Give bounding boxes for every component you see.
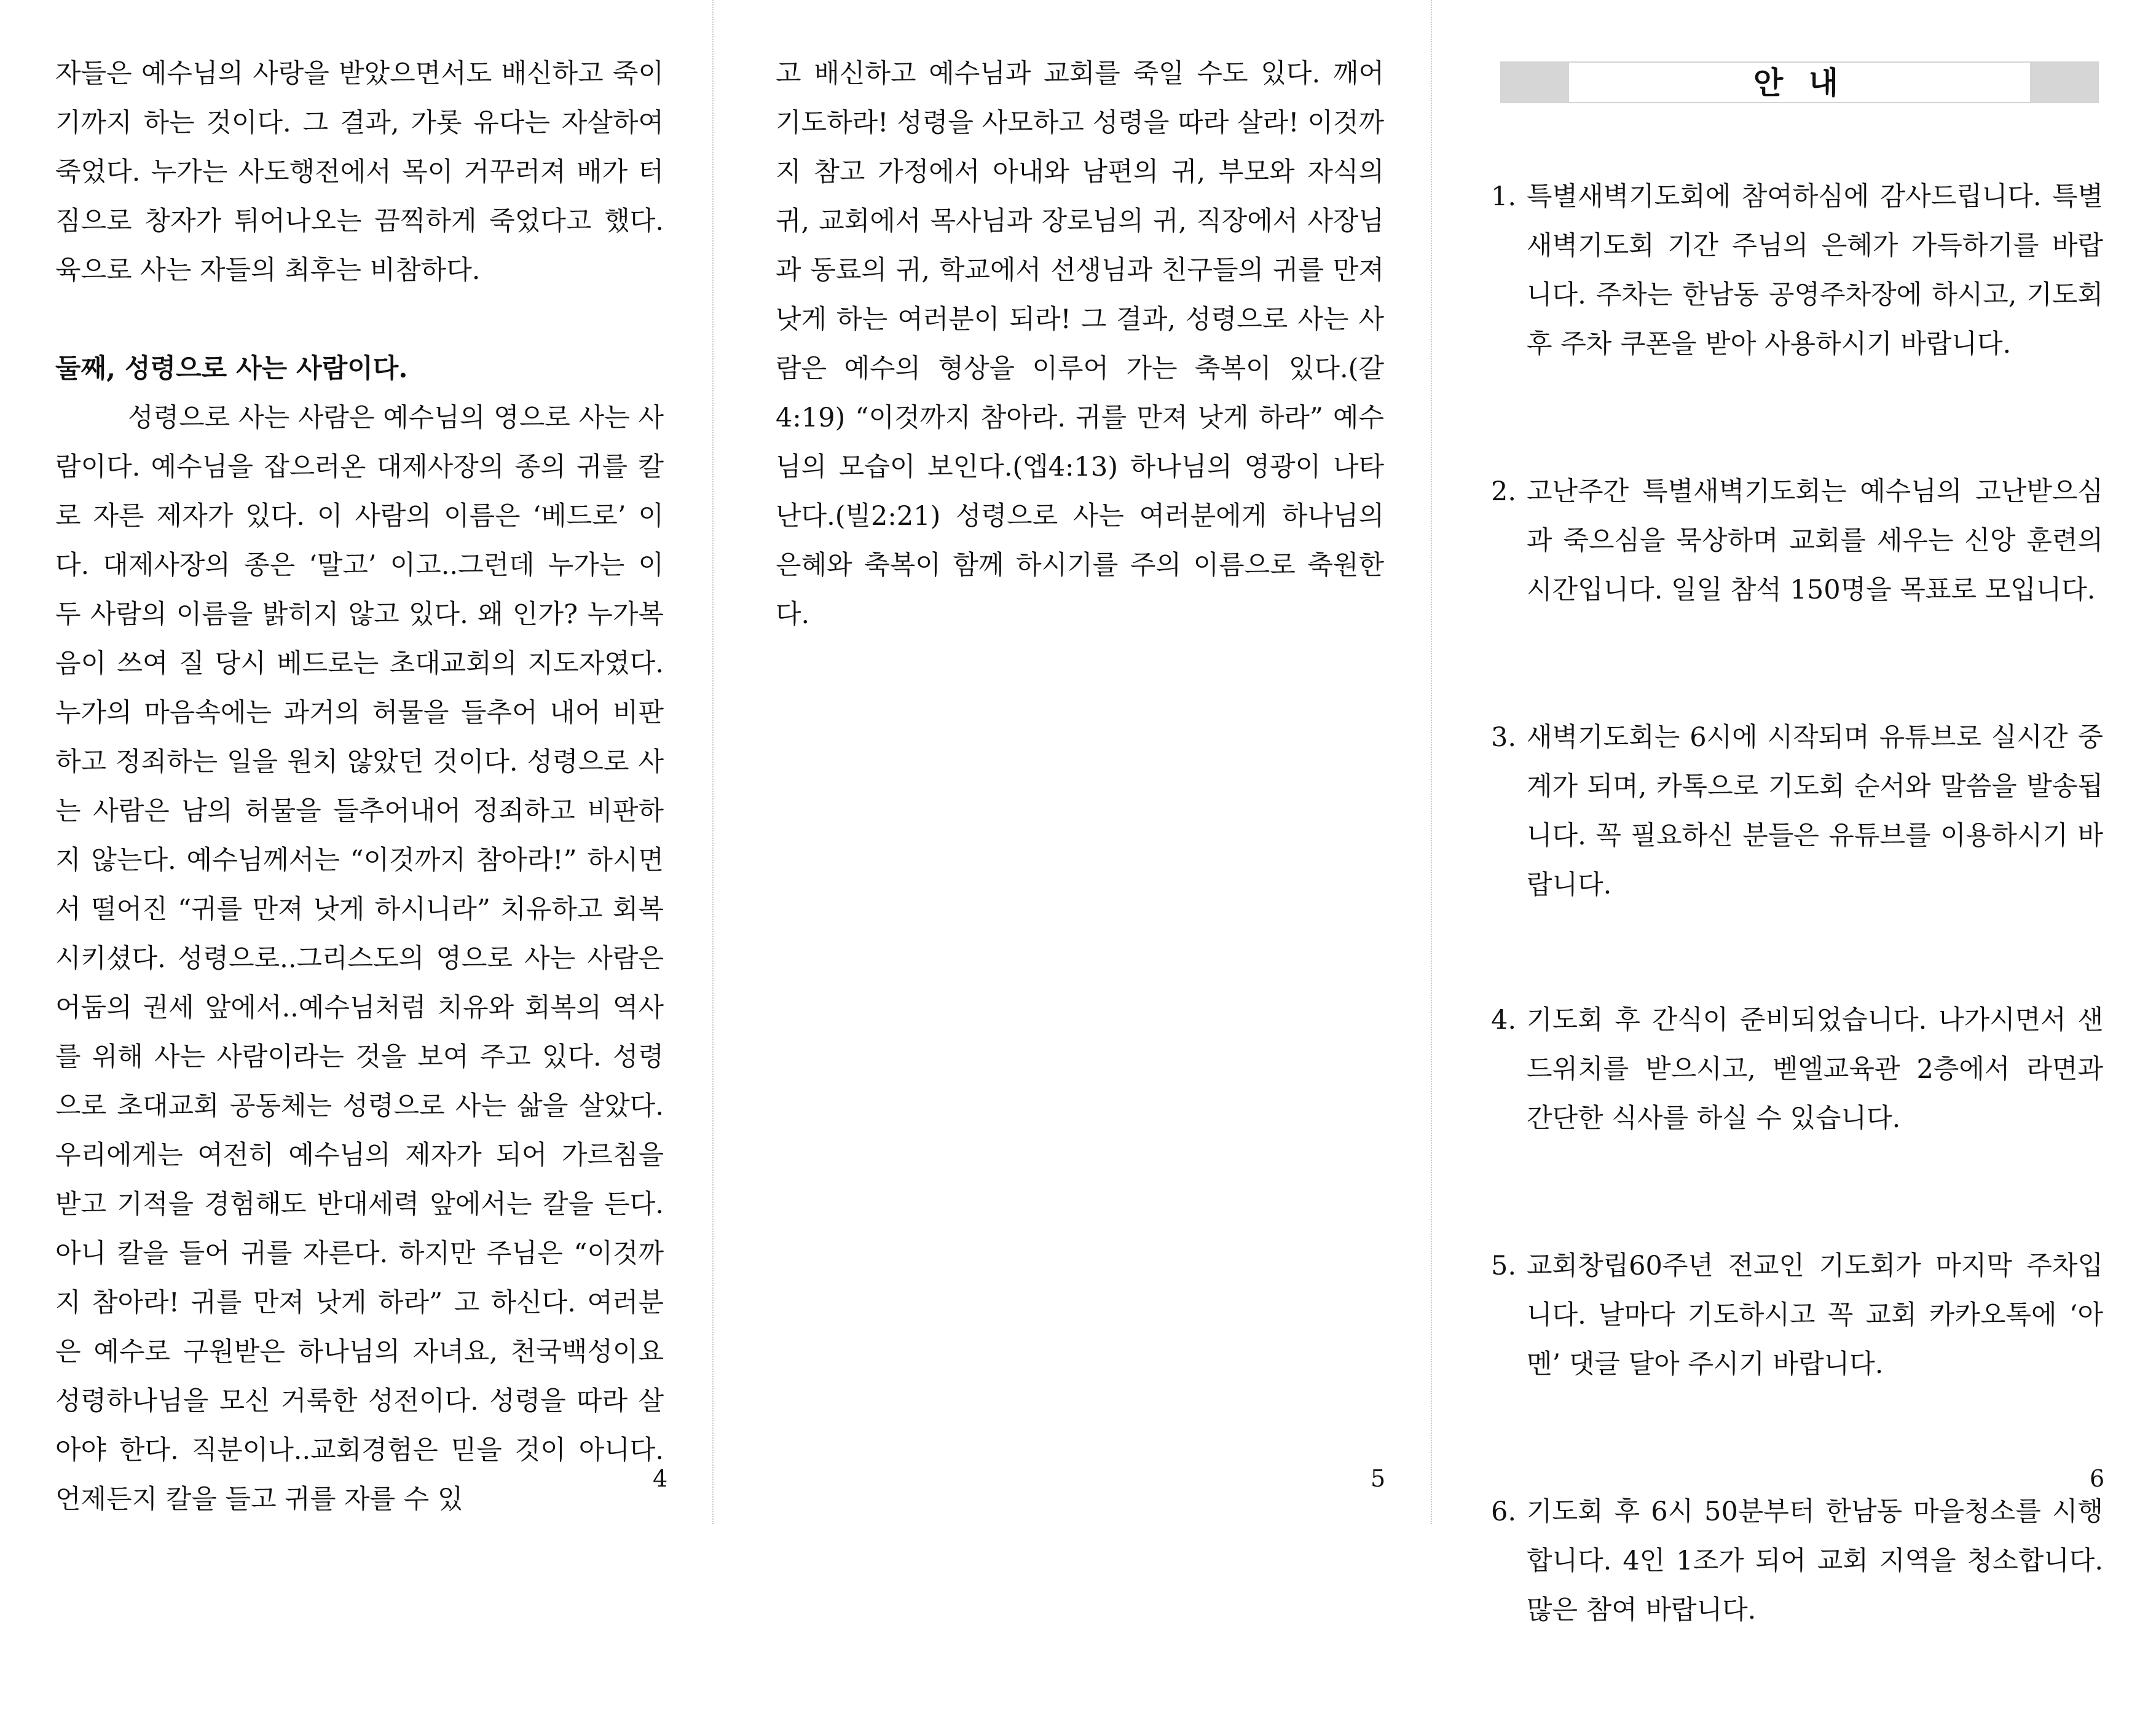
notice-item xyxy=(1491,1241,2103,1389)
sermon-paragraph: 자들은 예수님의 사랑을 받았으면서도 배신하고 죽이기까지 하는 것이다. 그 결과, 가롯 유다는 자살하여 죽었다. 누가는 사도행전에서 목이 거꾸러져 배가 터짐으로 창자가 튀어나오는 끔찍하게 죽었다고 했다. 육으로 사는 자들의 최후는 비참하다. xyxy=(55,58,664,286)
notice-text: 기도회 후 간식이 준비되었습니다. 나가시면서 샌드위치를 받으시고, 벧엘교육관 2층에서 라면과 간단한 식사를 하실 수 있습니다. xyxy=(1527,1005,2103,1134)
notice-item xyxy=(1491,996,2103,1143)
notice-number: 5. xyxy=(1491,1251,1517,1281)
notice-list xyxy=(1491,172,2103,1733)
notice-number: 2. xyxy=(1491,476,1517,507)
header-shade-left xyxy=(1501,63,1569,102)
notice-text: 기도회 후 6시 50분부터 한남동 마을청소를 시행합니다. 4인 1조가 되어 교회 지역을 청소합니다. 많은 참여 바랍니다. xyxy=(1527,1496,2103,1625)
page-4-column xyxy=(55,49,664,1524)
notice-item xyxy=(1491,713,2103,910)
sermon-paragraph: 고 배신하고 예수님과 교회를 죽일 수도 있다. 깨어 기도하라! 성령을 사모하고 성령을 따라 살라! 이것까지 참고 가정에서 아내와 남편의 귀, 부모와 자식의 귀, 교회에서 목사님과 장로님의 귀, 직장에서 사장님과 동료의 귀, 학교에서 선생님과 친구들의 귀를 만져 낫게 하는 여러분이 되라! 그 결과, 성령으로 사는 사람은 예수의 형상을 이루어 가는 축복이 있다.(갈4:19) “이것까지 참아라. 귀를 만져 낫게 하라” 예수님의 모습이 보인다.(엡4:13) 하나님의 영광이 나타난다.(빌2:21) 성령으로 사는 여러분에게 하나님의 은혜와 축복이 함께 하시기를 주의 이름으로 축원한다. xyxy=(776,58,1384,630)
notice-title: 안 내 xyxy=(1753,65,1846,101)
sermon-paragraph: 성령으로 사는 사람은 예수님의 영으로 사는 사람이다. 예수님을 잡으러온 대제사장의 종의 귀를 칼로 자른 제자가 있다. 이 사람의 이름은 ‘베드로’ 이다. 대제사장의 종은 ‘말고’ 이고..그런데 누가는 이 두 사람의 이름을 밝히지 않고 있다. 왜 인가? 누가복음이 쓰여 질 당시 베드로는 초대교회의 지도자였다. 누가의 마음속에는 과거의 허물을 들추어 내어 비판하고 정죄하는 일을 원치 않았던 것이다. 성령으로 사는 사람은 남의 허물을 들추어내어 정죄하고 비판하지 않는다. 예수님께서는 “이것까지 참아라!” 하시면서 떨어진 “귀를 만져 낫게 하시니라” 치유하고 회복시키셨다. 성령으로..그리스도의 영으로 사는 사람은 어둠의 권세 앞에서..예수님처럼 치유와 회복의 역사를 위해 사는 사람이라는 것을 보여 주고 있다. 성령으로 초대교회 공동체는 성령으로 사는 삶을 살았다. 우리에게는 여전히 예수님의 제자가 되어 가르침을 받고 기적을 경험해도 반대세력 앞에서는 칼을 든다. 아니 칼을 들어 귀를 자른다. 하지만 주님은 “이것까지 참아라! 귀를 만져 낫게 하라” 고 하신다. 여러분은 예수로 구원받은 하나님의 자녀요, 천국백성이요 성령하나님을 모신 거룩한 성전이다. 성령을 따라 살아야 한다. 직분이나..교회경험은 믿을 것이 아니다. 언제든지 칼을 들고 귀를 자를 수 있 xyxy=(55,403,664,1515)
notice-text: 교회창립60주년 전교인 기도회가 마지막 주차입니다. 날마다 기도하시고 꼭 교회 카카오톡에 ‘아멘’ 댓글 달아 주시기 바랍니다. xyxy=(1527,1251,2103,1380)
notice-number: 1. xyxy=(1491,181,1517,212)
page-number: 4 xyxy=(653,1465,668,1492)
notice-item xyxy=(1491,467,2103,615)
notice-item xyxy=(1491,172,2103,369)
notice-text: 새벽기도회는 6시에 시작되며 유튜브로 실시간 중계가 되며, 카톡으로 기도회 순서와 말씀을 발송됩니다. 꼭 필요하신 분들은 유튜브를 이용하시기 바랍니다. xyxy=(1527,722,2103,900)
notice-text: 고난주간 특별새벽기도회는 예수님의 고난받으심과 죽으심을 묵상하며 교회를 세우는 신앙 훈련의 시간입니다. 일일 참석 150명을 목표로 모입니다. xyxy=(1527,476,2103,605)
notice-item xyxy=(1491,1487,2103,1635)
page-divider xyxy=(1431,0,1432,1524)
notice-number: 3. xyxy=(1491,722,1517,753)
notice-number: 6. xyxy=(1491,1496,1517,1527)
header-shade-right xyxy=(2030,63,2098,102)
page-5-column xyxy=(776,49,1384,639)
notice-number: 4. xyxy=(1491,1005,1517,1035)
page-number: 6 xyxy=(2090,1465,2105,1492)
notice-header xyxy=(1500,61,2099,103)
page-number: 5 xyxy=(1371,1465,1386,1492)
sermon-subheading: 둘째, 성령으로 사는 사람이다. xyxy=(55,353,408,384)
notice-text: 특별새벽기도회에 참여하심에 감사드립니다. 특별새벽기도회 기간 주님의 은혜가 가득하기를 바랍니다. 주차는 한남동 공영주차장에 하시고, 기도회 후 주차 쿠폰을 받아 사용하시기 바랍니다. xyxy=(1527,181,2103,360)
page-divider xyxy=(712,0,714,1524)
